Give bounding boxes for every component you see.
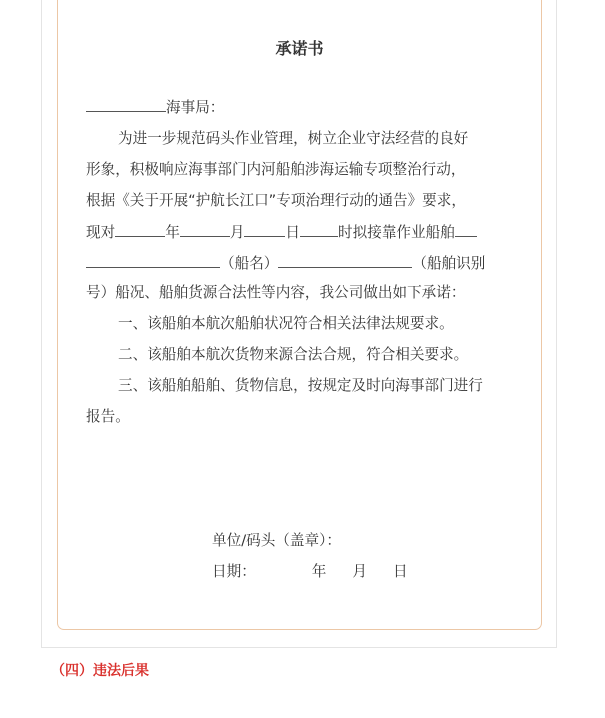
paragraph-line: 报告。 — [86, 408, 130, 425]
blank-authority — [86, 97, 166, 112]
paragraph-line: 为进一步规范码头作业管理，树立企业守法经营的良好 — [118, 130, 469, 147]
vessel-line — [86, 253, 519, 274]
day-text: 日 — [285, 224, 301, 241]
signature-date — [212, 562, 408, 582]
paragraph-line: 形象，积极响应海事部门内河船舶涉海运输专项整治行动， — [86, 161, 466, 178]
paragraph-line: 号）船况、船舶货源合法性等内容，我公司做出如下承诺： — [86, 284, 466, 301]
blank-vessel-start — [455, 222, 477, 237]
section-heading: （四）违法后果 — [51, 663, 149, 679]
document-title: 承诺书 — [275, 39, 324, 58]
date-label: 日期： — [212, 563, 256, 580]
blank-ship-name — [86, 253, 220, 268]
commitment-item: 三、该船舶船舶、货物信息，按规定及时向海事部门进行 — [118, 377, 483, 394]
blank-ship-id — [278, 253, 412, 268]
ship-id-label: （船舶识别 — [412, 255, 486, 272]
sig-year: 年 — [311, 563, 327, 580]
blank-hour — [300, 222, 338, 237]
ship-name-label: （船名） — [220, 255, 279, 272]
commitment-item: 一、该船舶本航次船舶状况符合相关法律法规要求。 — [118, 315, 454, 332]
addressee-line — [86, 97, 519, 118]
blank-month — [180, 222, 230, 237]
commitment-item: 二、该船舶本航次货物来源合法合规，符合相关要求。 — [118, 346, 469, 363]
date-time-line — [86, 222, 519, 243]
suffix-text: 时拟接靠作业船舶 — [338, 224, 455, 241]
prefix-text: 现对 — [86, 224, 116, 241]
addressee-label: 海事局： — [166, 99, 225, 116]
signature-unit: 单位/码头（盖章）： — [212, 532, 341, 549]
month-text: 月 — [229, 224, 245, 241]
sig-month: 月 — [352, 563, 368, 580]
year-text: 年 — [165, 224, 180, 241]
blank-day — [244, 222, 285, 237]
sig-day: 日 — [393, 563, 408, 580]
blank-year — [115, 222, 165, 237]
commitment-document — [57, 0, 542, 630]
paragraph-line: 根据《关于开展“护航长江口”专项治理行动的通告》要求， — [86, 192, 466, 209]
